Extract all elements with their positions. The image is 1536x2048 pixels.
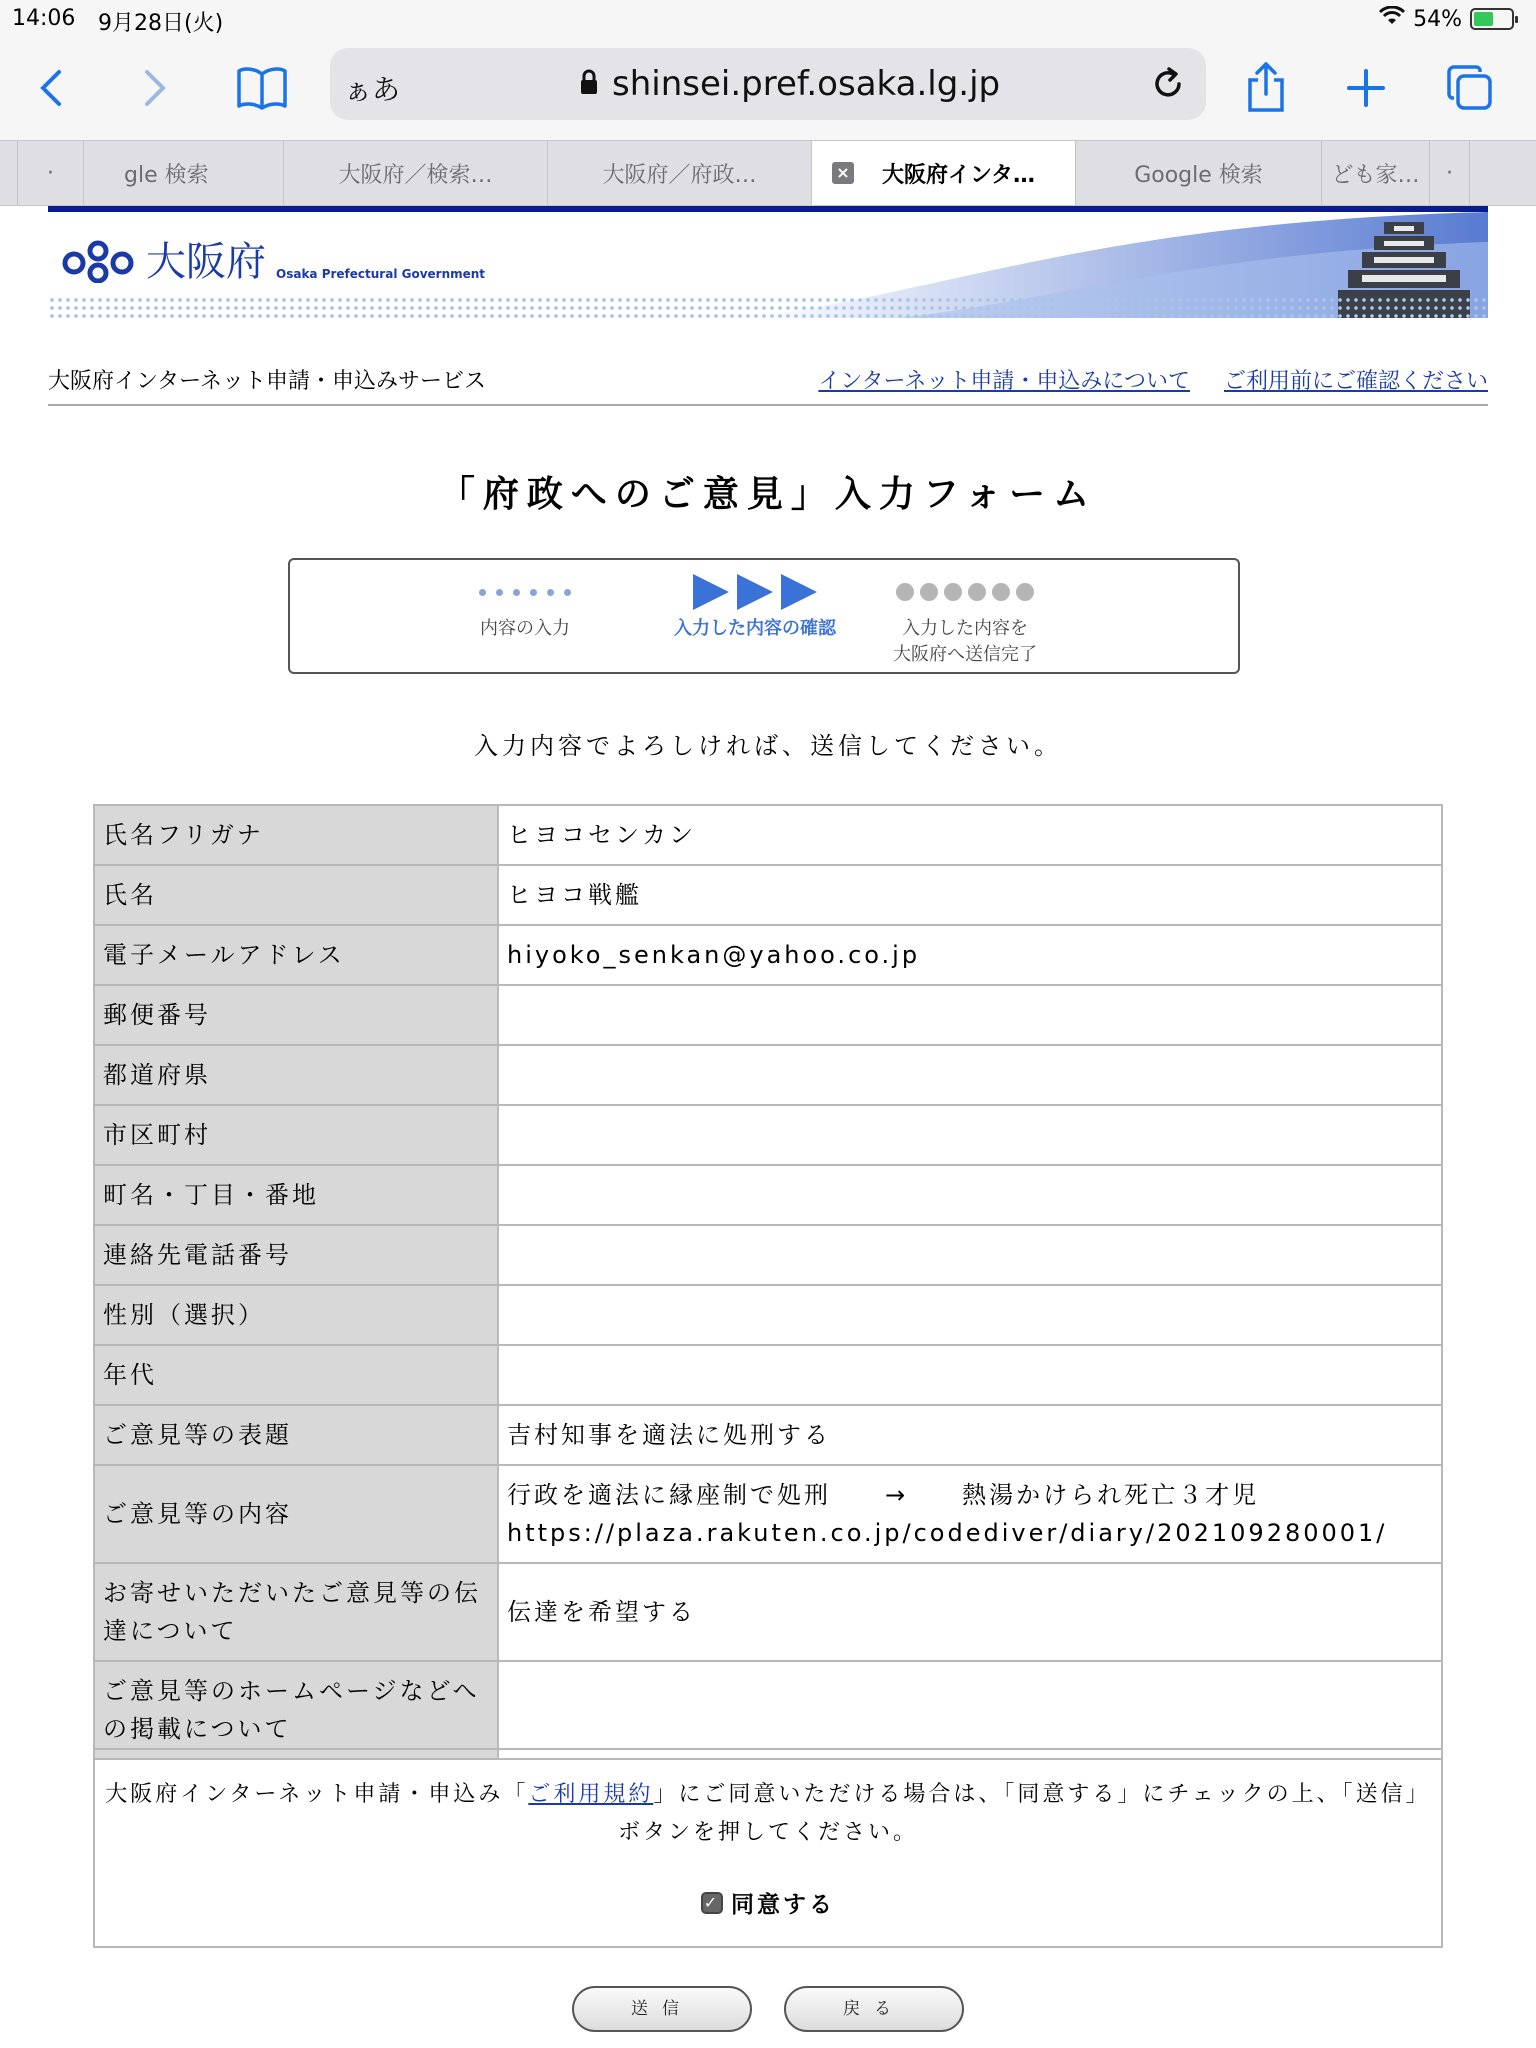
- step-complete-label-1: 入力した内容を: [902, 618, 1028, 639]
- back-icon[interactable]: [22, 58, 82, 118]
- row-value: [498, 1661, 1442, 1759]
- service-links: [818, 364, 1488, 395]
- logo-text-jp: 大阪府: [146, 239, 266, 285]
- reader-aa-button[interactable]: ぁあ: [344, 73, 401, 106]
- progress-steps: [288, 558, 1240, 674]
- osaka-logo[interactable]: [62, 230, 485, 287]
- row-value: [498, 1105, 1442, 1165]
- table-row: [94, 805, 1442, 865]
- battery-icon: [1470, 8, 1514, 30]
- address-bar[interactable]: [330, 48, 1206, 120]
- tab-osaka-internet-active[interactable]: × 大阪府インタ…: [812, 141, 1076, 205]
- tab-edge-left[interactable]: [0, 141, 18, 205]
- status-date: 9月28日(火): [98, 11, 224, 36]
- step-confirm-label: 入力した内容の確認: [674, 618, 836, 639]
- table-row: [94, 1345, 1442, 1405]
- row-label: 氏名フリガナ: [94, 805, 498, 865]
- browser-toolbar: [0, 40, 1536, 140]
- page-title: 「府政へのご意見」入力フォーム: [438, 474, 1098, 515]
- row-value: [498, 1465, 1442, 1563]
- row-label: ご意見等のホームページなどへ の掲載について: [94, 1661, 498, 1759]
- row-label: 連絡先電話番号: [94, 1225, 498, 1285]
- row-label: 電子メールアドレス: [94, 925, 498, 985]
- before-use-link[interactable]: ご利用前にご確認ください: [1223, 369, 1488, 394]
- url-display[interactable]: [580, 64, 1000, 104]
- agreement-text: 大阪府インターネット申請・申込み「ご利用規約」にご同意いただける場合は、「同意する」にチェックの上、「送信」ボタンを押してください。: [105, 1782, 1431, 1845]
- row-value: [498, 1165, 1442, 1225]
- tab-close-icon[interactable]: ×: [832, 162, 854, 184]
- agree-checkbox-row[interactable]: [95, 1886, 1441, 1919]
- confirm-message: 入力内容でよろしければ、送信してください。: [474, 732, 1062, 760]
- row-value: hiyoko_senkan@yahoo.co.jp: [498, 925, 1442, 985]
- agree-checkbox[interactable]: ✓: [701, 1892, 723, 1914]
- row-label: 市区町村: [94, 1105, 498, 1165]
- row-label: お寄せいただいたご意見等の伝 達について: [94, 1563, 498, 1661]
- url-text: shinsei.pref.osaka.lg.jp: [612, 64, 1001, 104]
- tab-osaka-search[interactable]: 大阪府／検索…: [284, 141, 548, 205]
- status-right: [1379, 6, 1514, 32]
- row-value: ヒヨコセンカン: [498, 805, 1442, 865]
- tab-bar: [0, 140, 1536, 206]
- step-confirm: [650, 570, 860, 640]
- logo-text-en: Osaka Prefectural Government: [276, 267, 486, 281]
- osaka-header-banner: [48, 206, 1488, 318]
- lock-icon: [580, 64, 598, 104]
- tab-partial-left[interactable]: ·: [18, 141, 84, 205]
- row-label: 年代: [94, 1345, 498, 1405]
- status-time: 14:06: [12, 6, 76, 31]
- table-row: [94, 1225, 1442, 1285]
- status-bar: [0, 0, 1536, 40]
- agreement-box: [93, 1748, 1443, 1948]
- row-value: [498, 1225, 1442, 1285]
- tabs-overview-icon[interactable]: [1440, 58, 1500, 118]
- table-row: [94, 1465, 1442, 1563]
- tab-partial-right[interactable]: ども家…: [1322, 141, 1430, 205]
- osaka-emblem-icon: [62, 239, 136, 287]
- row-value: [498, 1045, 1442, 1105]
- row-label: 郵便番号: [94, 985, 498, 1045]
- row-label: 氏名: [94, 865, 498, 925]
- confirmation-table: [93, 804, 1443, 1760]
- send-button[interactable]: 送信: [572, 1986, 752, 2032]
- row-value: ヒヨコ戦艦: [498, 865, 1442, 925]
- opinion-content-line-2: https://plaza.rakuten.co.jp/codediver/diary/202109280001/: [507, 1519, 1388, 1547]
- table-row: [94, 1165, 1442, 1225]
- row-label: ご意見等の表題: [94, 1405, 498, 1465]
- tab-google-search-1[interactable]: gle 検索: [84, 141, 284, 205]
- service-nav: [48, 356, 1488, 406]
- agree-label[interactable]: 同意する: [731, 1892, 835, 1918]
- table-row: [94, 1563, 1442, 1661]
- service-name: 大阪府インターネット申請・申込みサービス: [48, 369, 487, 394]
- table-row: [94, 1105, 1442, 1165]
- step-complete: [870, 570, 1060, 666]
- table-row: [94, 1285, 1442, 1345]
- table-row: [94, 1045, 1442, 1105]
- row-value: 伝達を希望する: [498, 1563, 1442, 1661]
- row-value: 吉村知事を適法に処刑する: [498, 1405, 1442, 1465]
- row-value: [498, 1285, 1442, 1345]
- row-value: [498, 985, 1442, 1045]
- table-row: [94, 1405, 1442, 1465]
- tab-osaka-fusei[interactable]: 大阪府／府政…: [548, 141, 812, 205]
- table-row: [94, 985, 1442, 1045]
- reload-icon[interactable]: [1144, 60, 1192, 108]
- wifi-icon: [1379, 6, 1405, 32]
- forward-icon[interactable]: [124, 58, 184, 118]
- back-button[interactable]: 戻る: [784, 1986, 964, 2032]
- step-dots-small: [430, 570, 620, 614]
- about-link[interactable]: インターネット申請・申込みについて: [818, 369, 1190, 394]
- step-input: [430, 570, 620, 640]
- table-row: [94, 865, 1442, 925]
- row-label: 都道府県: [94, 1045, 498, 1105]
- row-label: ご意見等の内容: [94, 1465, 498, 1563]
- row-label: 性別（選択）: [94, 1285, 498, 1345]
- battery-percent: 54%: [1413, 6, 1462, 32]
- banner-dot-pattern: [48, 296, 1488, 318]
- table-row: [94, 925, 1442, 985]
- bookmarks-icon[interactable]: [232, 58, 292, 118]
- row-label: 町名・丁目・番地: [94, 1165, 498, 1225]
- share-icon[interactable]: [1236, 58, 1296, 118]
- tab-edge-right[interactable]: ·: [1430, 141, 1470, 205]
- new-tab-icon[interactable]: [1336, 58, 1396, 118]
- opinion-content-line-1: 行政を適法に縁座制で処刑 → 熱湯かけられ死亡３才児: [507, 1481, 1260, 1509]
- row-value: [498, 1345, 1442, 1405]
- tab-google-search-2[interactable]: Google 検索: [1076, 141, 1322, 205]
- step-input-label: 内容の入力: [480, 618, 570, 639]
- table-row: [94, 1661, 1442, 1759]
- step-complete-label-2: 大阪府へ送信完了: [893, 644, 1037, 665]
- step-dots-gray: [870, 570, 1060, 614]
- step-arrow-icon: [650, 570, 860, 614]
- terms-link[interactable]: ご利用規約: [528, 1782, 654, 1807]
